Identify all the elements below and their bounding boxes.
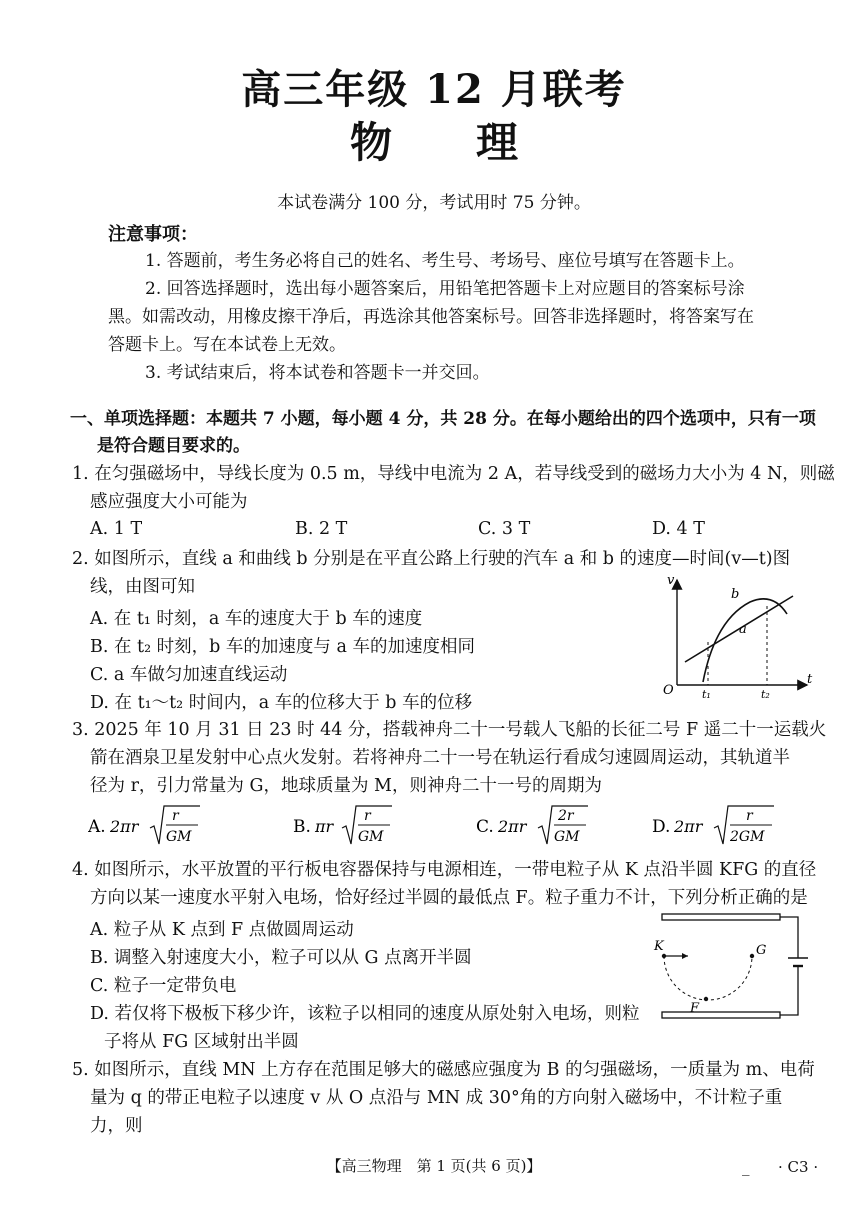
q4-option-d-cont: 子将从 FG 区域射出半圆 (104, 1032, 299, 1052)
exam-info: 本试卷满分 100 分，考试用时 75 分钟。 (277, 193, 591, 213)
q3-option-a (88, 806, 200, 845)
q1-option-d: D. 4 T (652, 519, 705, 539)
footer-code: · C3 · (778, 1158, 819, 1176)
vt-graph-figure (655, 570, 815, 700)
t2-label: t₂ (761, 688, 770, 700)
t1-label: t₁ (702, 688, 711, 700)
question-5-stem: 5. 如图所示，直线 MN 上方存在范围足够大的磁感应强度为 B 的匀强磁场，一质量为 m、电荷 (72, 1060, 815, 1080)
option-coef: 2πr (110, 817, 139, 836)
fraction-denominator: GM (554, 829, 580, 845)
t-label: t (807, 672, 813, 687)
section-heading: 一、单项选择题：本题共 7 小题，每小题 4 分，共 28 分。在每小题给出的四个选项中，只有一项 (70, 409, 816, 429)
question-1-stem-cont: 感应强度大小可能为 (90, 492, 248, 512)
question-4-stem-cont: 方向以某一速度水平射入电场，恰好经过半圆的最低点 F。粒子重力不计，下列分析正确的是 (90, 888, 808, 908)
label-a: a (739, 622, 747, 637)
v-label: v (667, 573, 675, 588)
option-label: D. (652, 817, 671, 837)
question-1-stem: 1. 在匀强磁场中，导线长度为 0.5 m，导线中电流为 2 A，若导线受到的磁场力大小为 4 N，则磁 (72, 464, 835, 484)
label-f: F (690, 1001, 700, 1016)
question-2-stem: 2. 如图所示，直线 a 和曲线 b 分别是在平直公路上行驶的汽车 a 和 b 的速度—时间(v—t)图 (72, 549, 791, 569)
q2-option-b: B. 在 t₂ 时刻，b 车的加速度与 a 车的加速度相同 (90, 637, 475, 657)
q1-option-a: A. 1 T (90, 519, 143, 539)
origin-label: O (663, 683, 674, 698)
question-5-stem-cont: 力，则 (90, 1116, 143, 1136)
fraction-denominator: GM (358, 829, 384, 845)
subject-char: 物 (349, 118, 392, 167)
wire-bottom (780, 966, 798, 1015)
upper-plate (662, 914, 780, 920)
q1-option-b: B. 2 T (295, 519, 348, 539)
q1-option-c: C. 3 T (478, 519, 531, 539)
notice-item: 2. 回答选择题时，选出每小题答案后，用铅笔把答题卡上对应题目的答案标号涂 (145, 279, 745, 299)
fraction-numerator: 2r (558, 808, 574, 824)
label-k: K (654, 939, 664, 954)
point-g (750, 954, 754, 958)
q3-option-c (476, 806, 588, 845)
q2-option-d: D. 在 t₁～t₂ 时间内，a 车的位移大于 b 车的位移 (90, 693, 473, 713)
question-2-stem-cont: 线，由图可知 (90, 577, 195, 597)
semicircle-kfg (664, 956, 752, 1000)
footer-dash: _ (742, 1158, 750, 1176)
wire-top (780, 917, 798, 958)
q3-options (88, 800, 818, 850)
q4-option-b: B. 调整入射速度大小，粒子可以从 G 点离开半圆 (90, 948, 472, 968)
label-g: G (756, 943, 767, 958)
capacitor-figure (650, 912, 810, 1024)
q3-option-d (652, 806, 774, 845)
question-3-stem-cont: 径为 r，引力常量为 G，地球质量为 M，则神舟二十一号的周期为 (90, 776, 602, 796)
option-label: C. (476, 817, 494, 837)
label-b: b (731, 587, 740, 602)
question-3-stem: 3. 2025 年 10 月 31 日 23 时 44 分，搭载神舟二十一号载人飞船的长征二号 F 遥二十一运载火 (72, 720, 827, 740)
q4-option-a: A. 粒子从 K 点到 F 点做圆周运动 (90, 920, 354, 940)
point-f (704, 997, 708, 1001)
q4-option-d: D. 若仅将下极板下移少许，该粒子以相同的速度从原处射入电场，则粒 (90, 1004, 640, 1024)
notice-item: 1. 答题前，考生务必将自己的姓名、考生号、考场号、座位号填写在答题卡上。 (145, 251, 745, 271)
notice-item: 答题卡上。写在本试卷上无效。 (108, 335, 346, 355)
arrow-head (682, 953, 688, 959)
subject-char: 理 (476, 118, 519, 167)
notice-heading: 注意事项： (108, 224, 198, 245)
question-3-stem-cont: 箭在酒泉卫星发射中心点火发射。若将神舟二十一号在轨运行看成匀速圆周运动，其轨道半 (90, 748, 790, 768)
curve-b (703, 599, 787, 682)
q4-option-c: C. 粒子一定带负电 (90, 976, 237, 996)
fraction-denominator: 2GM (730, 829, 765, 845)
fraction-denominator: GM (166, 829, 192, 845)
option-label: A. (88, 817, 106, 837)
q2-option-c: C. a 车做匀加速直线运动 (90, 665, 288, 685)
lower-plate (662, 1012, 780, 1018)
question-5-stem-cont: 量为 q 的带正电粒子以速度 v 从 O 点沿与 MN 成 30°角的方向射入磁场中，不计粒子重 (90, 1088, 783, 1108)
question-4-stem: 4. 如图所示，水平放置的平行板电容器保持与电源相连，一带电粒子从 K 点沿半圆 KFG 的直径 (72, 860, 817, 880)
exam-title: 高三年级 12 月联考 (241, 66, 627, 113)
fraction-numerator: r (364, 808, 371, 824)
fraction-numerator: r (172, 808, 179, 824)
notice-item: 3. 考试结束后，将本试卷和答题卡一并交回。 (145, 363, 490, 383)
subject-title (0, 110, 868, 170)
q3-option-b (293, 806, 392, 845)
page-footer: 【高三物理 第 1 页(共 6 页)】 (326, 1157, 542, 1175)
option-coef: πr (315, 817, 334, 836)
fraction-numerator: r (746, 808, 753, 824)
option-coef: 2πr (498, 817, 527, 836)
q2-option-a: A. 在 t₁ 时刻，a 车的速度大于 b 车的速度 (90, 609, 423, 629)
option-label: B. (293, 817, 311, 837)
section-heading-cont: 是符合题目要求的。 (97, 436, 250, 456)
notice-item: 黑。如需改动，用橡皮擦干净后，再选涂其他答案标号。回答非选择题时，将答案写在 (108, 307, 754, 327)
option-coef: 2πr (674, 817, 703, 836)
